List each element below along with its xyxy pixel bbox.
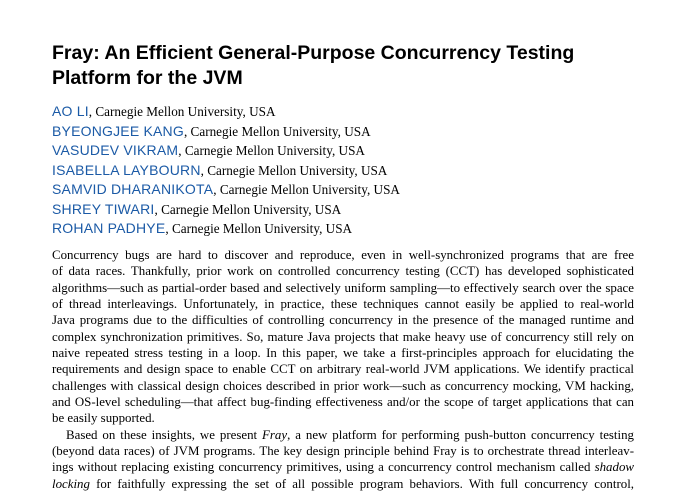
emphasis-term: locking	[52, 476, 90, 491]
author-name: SHREY TIWARI	[52, 200, 155, 217]
author-affiliation: , Carnegie Mellon University, USA	[213, 182, 400, 197]
author-affiliation: , Carnegie Mellon University, USA	[200, 162, 388, 178]
abstract-line: Concurrency bugs are hard to discover and reproduce, even in well-synchronized programs that are free	[52, 248, 634, 262]
author-entry	[52, 162, 400, 182]
paragraph-line	[52, 427, 634, 443]
abstract-line: and OS-level scheduling—that affect bug-finding effectiveness and/or the scope of target applications that can	[52, 395, 634, 410]
author-entry	[52, 142, 400, 162]
abstract-line: Java programs due to the difficulties of controlling concurrency in the presence of the managed runtime and	[52, 313, 634, 328]
abstract-line: algorithms—such as partial-order based and selectively uniform sampling—to effectively search over the space	[52, 280, 634, 295]
text-run: , a new platform for performing push-button concurrency testing	[287, 427, 634, 442]
author-entry	[52, 181, 400, 201]
text-run: for faithfully expressing the set of all possible program behaviors. With full concurrency control,	[89, 476, 634, 491]
abstract-line: of data races. Thankfully, prior work on controlled concurrency testing (CCT) has developed sophisticated	[52, 264, 634, 279]
author-list	[52, 103, 400, 240]
author-entry	[52, 201, 400, 221]
paragraph-line	[52, 459, 634, 475]
author-entry	[52, 220, 400, 240]
abstract-line: be easily supported.	[52, 411, 155, 426]
author-affiliation: , Carnegie Mellon University, USA	[165, 221, 353, 236]
paper-title	[52, 41, 642, 91]
author-name: AO LI	[52, 103, 89, 119]
abstract-line: naive repeated stress testing in a loop. In this paper, we take a first-principles approach for elucidating the	[52, 346, 634, 361]
author-name: VASUDEV VIKRAM	[52, 142, 179, 158]
author-name: ISABELLA LAYBOURN	[52, 161, 201, 178]
paragraph-line	[52, 476, 634, 492]
abstract	[52, 247, 634, 492]
author-entry	[52, 123, 400, 143]
abstract-line: complex synchronization primitives. So, mature Java projects that make heavy use of concurrency still rely on	[52, 329, 634, 344]
author-name: SAMVID DHARANIKOTA	[52, 181, 214, 197]
author-affiliation: , Carnegie Mellon University, USA	[178, 143, 365, 158]
system-name: Fray	[262, 427, 288, 442]
author-name: BYEONGJEE KANG	[52, 122, 184, 139]
author-affiliation: , Carnegie Mellon University, USA	[183, 123, 371, 139]
abstract-line: requirements and design space to enable CCT on arbitrary real-world JVM applications. We identify practical	[52, 362, 634, 377]
text-run: Based on these insights, we present	[66, 427, 263, 442]
title-line-2: Platform for the JVM	[52, 67, 243, 89]
title-line-1: Fray: An Efficient General-Purpose Concurrency Testing	[52, 42, 575, 64]
author-affiliation: , Carnegie Mellon University, USA	[154, 201, 342, 217]
author-name: ROHAN PADHYE	[52, 220, 166, 236]
abstract-line: of thread interleavings. Unfortunately, in practice, these techniques cannot easily be applied to real-world	[52, 297, 634, 312]
text-run: ings without replacing existing concurrency primitives, using a concurrency control mechanism called	[52, 460, 595, 475]
paragraph-line: (beyond data races) of JVM programs. The key design principle behind Fray is to orchestrate thread interleav-	[52, 444, 634, 459]
abstract-line: challenges with classical design choices described in prior work—such as concurrency mocking, VM hacking,	[52, 378, 634, 393]
emphasis-term: shadow	[594, 460, 634, 475]
author-affiliation: , Carnegie Mellon University, USA	[88, 104, 276, 119]
author-entry	[52, 103, 400, 123]
